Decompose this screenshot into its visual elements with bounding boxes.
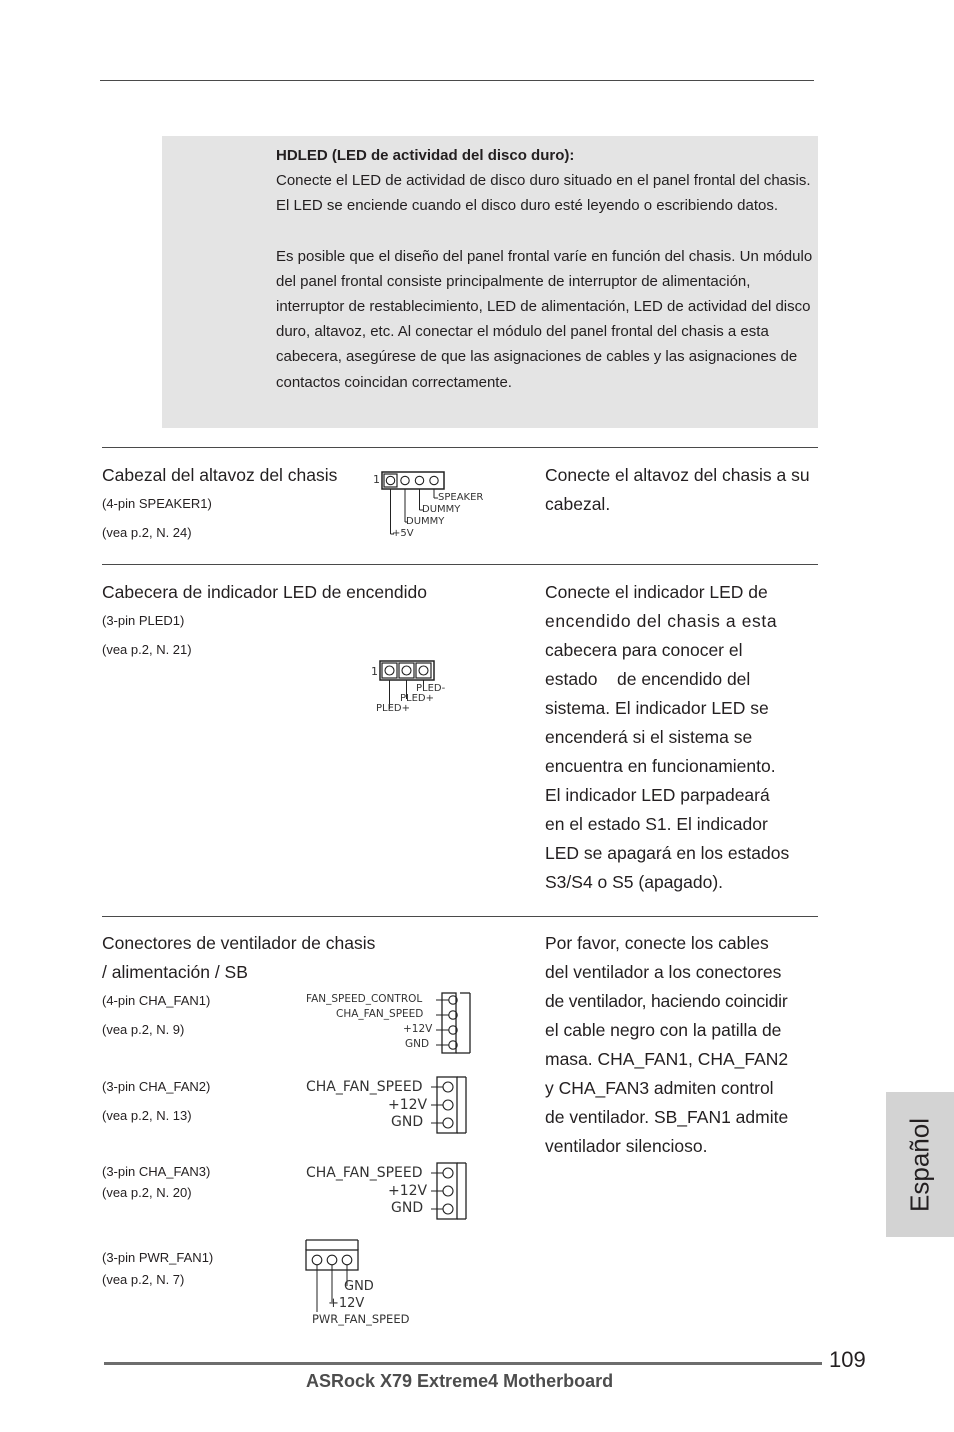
fans-desc-line: Por favor, conecte los cables (545, 933, 769, 953)
fans-desc-line: de ventilador, haciendo coincidir (545, 991, 788, 1011)
pled-desc-line: estado de encendido del (545, 669, 751, 689)
pled-pin: (3-pin PLED1) (102, 613, 185, 628)
section-divider (102, 447, 818, 448)
note-heading: HDLED (LED de actividad del disco duro): (276, 147, 575, 164)
pled-ref: (vea p.2, N. 21) (102, 642, 192, 657)
section-divider (102, 916, 818, 917)
speaker-label-5v: +5V (392, 528, 414, 539)
pled-desc-line: S3/S4 o S5 (apagado). (545, 872, 724, 892)
fans-desc-line: del ventilador a los conectores (545, 962, 782, 982)
pled-label-plus-1: PLED+ (400, 693, 434, 704)
speaker-pin: (4-pin SPEAKER1) (102, 496, 212, 511)
cha-fan2-label-12v: +12V (388, 1097, 428, 1113)
cha-fan3-label-gnd: GND (391, 1200, 424, 1216)
section-divider (102, 564, 818, 565)
pled-desc-line: encuentra en funcionamiento. (545, 756, 776, 776)
speaker-label-dummy-2: DUMMY (406, 516, 445, 527)
note-paragraph-1: Conecte el LED de actividad de disco duro situado en el panel frontal del chasis. El LED se enciende cuando el disco duro esté leyendo o escribiendo datos. (276, 172, 811, 215)
speaker-header-diagram (370, 468, 490, 544)
pled-desc-line: cabecera para conocer el (545, 640, 743, 660)
top-rule (100, 80, 814, 81)
fans-desc-line: de ventilador. SB_FAN1 admite (545, 1107, 789, 1127)
footer-rule (104, 1362, 822, 1365)
cha-fan1-label-control: FAN_SPEED_CONTROL (306, 993, 423, 1005)
fans-desc-line: masa. CHA_FAN1, CHA_FAN2 (545, 1049, 789, 1069)
pwr-fan1-label-gnd: GND (344, 1279, 374, 1294)
speaker-pin1-label: 1 (373, 473, 380, 486)
cha-fan2-pin: (3-pin CHA_FAN2) (102, 1079, 211, 1094)
footer-product-name: ASRock X79 Extreme4 Motherboard (306, 1371, 614, 1391)
cha-fan1-pin: (4-pin CHA_FAN1) (102, 993, 211, 1008)
speaker-label-speaker: SPEAKER (438, 492, 484, 503)
speaker-description: Conecte el altavoz del chasis a su cabezal. (545, 465, 810, 514)
cha-fan1-label-speed: CHA_FAN_SPEED (336, 1008, 424, 1020)
note-text (276, 143, 816, 395)
language-side-tab-label: Español (904, 1117, 935, 1212)
pled-desc-line: LED se apagará en los estados (545, 843, 790, 863)
cha-fan1-diagram (300, 990, 475, 1056)
page-number: 109 (829, 1347, 866, 1372)
language-side-tab (886, 1092, 954, 1237)
cha-fan3-pin: (3-pin CHA_FAN3) (102, 1164, 211, 1179)
cha-fan3-label-speed: CHA_FAN_SPEED (306, 1165, 423, 1181)
cha-fan1-ref: (vea p.2, N. 9) (102, 1022, 185, 1037)
pled-label-plus-2: PLED+ (376, 703, 410, 714)
cha-fan1-label-12v: +12V (403, 1023, 433, 1035)
fans-title-line-2: / alimentación / SB (102, 962, 248, 982)
pwr-fan1-ref: (vea p.2, N. 7) (102, 1272, 185, 1287)
pled-pin1-label: 1 (371, 665, 378, 678)
pled-header-diagram (368, 657, 458, 717)
cha-fan2-ref: (vea p.2, N. 13) (102, 1108, 192, 1123)
cha-fan1-label-gnd: GND (405, 1038, 430, 1050)
cha-fan3-diagram (300, 1160, 475, 1222)
fans-description (545, 929, 830, 1161)
pwr-fan1-label-12v: +12V (328, 1296, 365, 1311)
speaker-label-dummy-1: DUMMY (422, 504, 461, 515)
pwr-fan1-label-speed: PWR_FAN_SPEED (312, 1312, 410, 1326)
pled-title: Cabecera de indicador LED de encendido (102, 582, 427, 602)
pwr-fan1-diagram (300, 1236, 430, 1330)
pled-desc-line: en el estado S1. El indicador (545, 814, 768, 834)
pwr-fan1-pin: (3-pin PWR_FAN1) (102, 1250, 214, 1265)
note-paragraph-2: Es posible que el diseño del panel frontal varíe en función del chasis. Un módulo del panel frontal consiste principalmente de interruptor de alimentación, interruptor de restablecimiento, LED de alimentación, LED de actividad del disco duro, altavoz, etc. Al conectar el módulo del panel frontal del chasis a esta cabecera, asegúrese de que las asignaciones de cables y las asignaciones de contactos coincidan correctamente. (276, 247, 813, 391)
fans-title-line-1: Conectores de ventilador de chasis (102, 933, 376, 953)
speaker-ref: (vea p.2, N. 24) (102, 525, 192, 540)
fans-desc-line: y CHA_FAN3 admiten control (545, 1078, 774, 1098)
pled-desc-line: Conecte el indicador LED de (545, 582, 768, 602)
cha-fan3-ref: (vea p.2, N. 20) (102, 1185, 192, 1200)
cha-fan2-label-gnd: GND (391, 1114, 424, 1130)
fans-desc-line: el cable negro con la patilla de (545, 1020, 782, 1040)
fans-desc-line: ventilador silencioso. (545, 1136, 708, 1156)
pled-desc-line: sistema. El indicador LED se (545, 698, 769, 718)
cha-fan2-label-speed: CHA_FAN_SPEED (306, 1079, 423, 1095)
cha-fan2-diagram (300, 1074, 475, 1136)
pled-desc-line: El indicador LED parpadeará (545, 785, 770, 805)
cha-fan3-label-12v: +12V (388, 1183, 428, 1199)
pled-desc-line: encendido del chasis a esta (545, 611, 778, 631)
pled-label-minus: PLED- (416, 683, 446, 694)
pled-desc-line: encenderá si el sistema se (545, 727, 753, 747)
speaker-title: Cabezal del altavoz del chasis (102, 465, 338, 485)
pled-description (545, 578, 825, 897)
